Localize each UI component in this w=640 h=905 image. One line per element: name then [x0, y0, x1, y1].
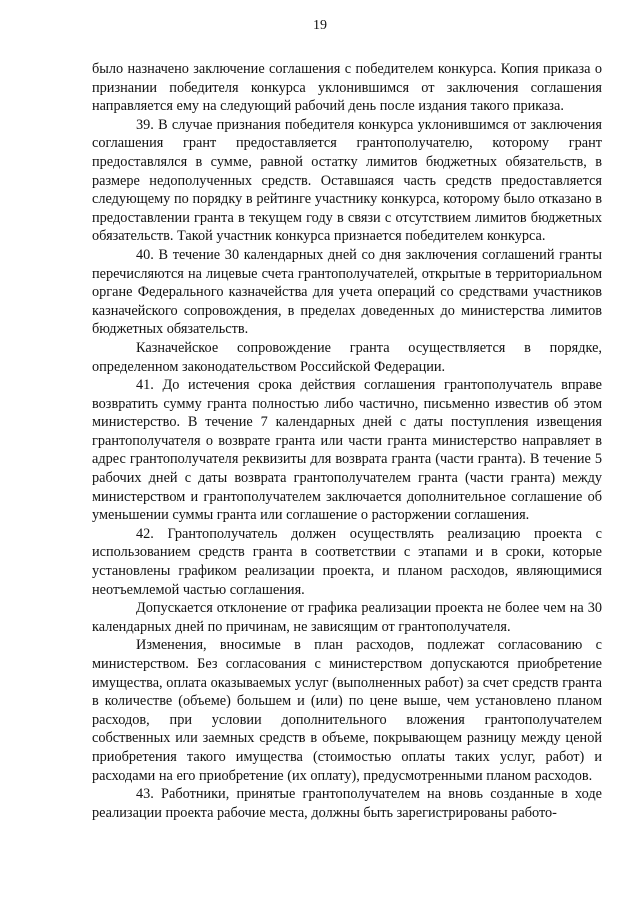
- paragraph-40: 40. В течение 30 календарных дней со дня заключения соглашений гранты перечисляются на лицевые счета грантополучателей, открытые в территориальном органе Федерального казначейства для учета операций со средствами участников казначейского сопровождения, в пределах доведенных до министерства лимитов бюджетных обязательств.: [92, 246, 602, 338]
- page-number: 19: [313, 18, 327, 33]
- paragraph-expense-plan-changes: Изменения, вносимые в план расходов, подлежат согласованию с министерством. Без согласования с министерством допускаются приобретение имущества, оплата оказываемых услуг (выполненных работ) за счет средств гранта в количестве (объеме) большем и (или) по цене выше, чем установлено планом расходов, при условии дополнительного вложения грантополучателем собственных или заемных средств в объеме, покрывающем разницу между ценой приобретения такого имущества (стоимостью оплаты таких услуг, работ) и расходами на его приобретение (их оплату), предусмотренными планом расходов.: [92, 637, 602, 784]
- paragraph-42: 42. Грантополучатель должен осуществлять реализацию проекта с использованием средств гранта в соответствии с этапами и в сроки, которые установлены графиком реализации проекта, и планом расходов, являющимися неотъемлемой частью соглашения.: [92, 525, 602, 598]
- paragraph-43: 43. Работники, принятые грантополучателем на вновь созданные в ходе реализации проекта рабочие места, должны быть зарегистрированы работо-: [92, 786, 602, 821]
- paragraph-39: 39. В случае признания победителя конкурса уклонившимся от заключения соглашения грант предоставляется грантополучателю, которому грант предоставлялся в сумме, равной остатку лимитов бюджетных обязательств, в размере недополученных средств. Оставшаяся часть средств предоставляется следующему по порядку в рейтинге участнику конкурса, которому было отказано в предоставлении гранта в текущем году в связи с отсутствием лимитов бюджетных обязательств. Такой участник конкурса признается победителем конкурса.: [92, 116, 602, 245]
- document-body: [92, 60, 602, 822]
- paragraph-treasury-support: Казначейское сопровождение гранта осуществляется в порядке, определенном законодательством Российской Федерации.: [92, 339, 602, 375]
- paragraph-continuation: было назначено заключение соглашения с победителем конкурса. Копия приказа о признании победителя конкурса уклонившимся от заключения соглашения направляется ему на следующий рабочий день после издания такого приказа.: [92, 61, 602, 115]
- paragraph-41: 41. До истечения срока действия соглашения грантополучатель вправе возвратить сумму гранта полностью либо частично, письменно известив об этом министерство. В течение 7 календарных дней с даты поступления извещения грантополучателя о возврате гранта или части гранта министерство направляет в адрес грантополучателя реквизиты для возврата гранта (части гранта). В течение 5 рабочих дней с даты возврата грантополучателем гранта (части гранта) между министерством и грантополучателем заключается дополнительное соглашение об уменьшении суммы гранта или соглашение о расторжении соглашения.: [92, 377, 602, 524]
- paragraph-deviation: Допускается отклонение от графика реализации проекта не более чем на 30 календарных дней по причинам, не зависящим от грантополучателя.: [92, 600, 602, 635]
